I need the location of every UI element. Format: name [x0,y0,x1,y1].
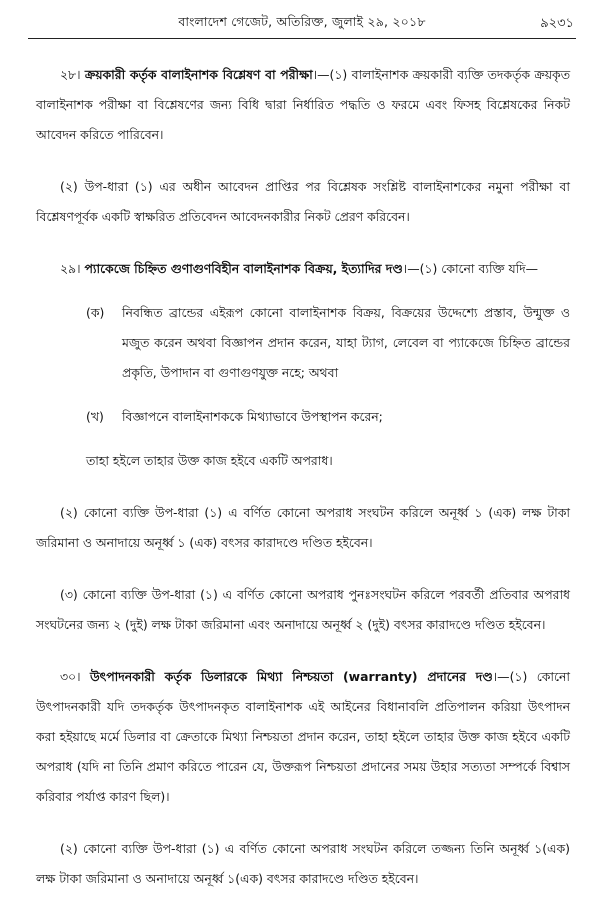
section-28-sub1-marker: ।—(১) [312,67,348,82]
section-29-sub1-marker: ।—(১) [402,261,438,276]
section-29-sub1-intro: কোনো ব্যক্তি যদি— [441,261,539,276]
item-ka-marker: (ক) [86,305,105,320]
section-29-number: ২৯। [60,261,81,276]
section-29-item-kha [86,402,570,432]
section-29-conclusion: তাহা হইলে তাহার উক্ত কাজ হইবে একটি অপরাধ। [86,453,333,468]
section-30-number: ৩০। [60,669,81,684]
section-29-subsection-2: (২) কোনো ব্যক্তি উপ-ধারা (১) এ বর্ণিত কোনো অপরাধ সংঘটন করিলে অনূর্ধ্ব ১ (এক) লক্ষ টাকা জরিমানা ও অনাদায়ে অনূর্ধ্ব ১ (এক) বৎসর কারাদণ্ডে দণ্ডিত হইবেন। [36,505,570,550]
section-29-heading: প্যাকেজে চিহ্নিত গুণাগুণবিহীন বালাইনাশক বিক্রয়, ইত্যাদির দণ্ড [84,261,403,276]
section-29-subsection-1 [36,254,570,284]
section-28-subsection-1 [36,60,570,150]
section-28-number: ২৮। [60,67,81,82]
section-30-subsection-1 [36,662,570,812]
item-kha-text: বিজ্ঞাপনে বালাইনাশককে মিথ্যাভাবে উপস্থাপন করেন; [122,409,383,424]
section-28-subsection-2: (২) উপ-ধারা (১) এর অধীন আবেদন প্রাপ্তির পর বিশ্লেষক সংশ্লিষ্ট বালাইনাশকের নমুনা পরীক্ষা বা বিশ্লেষণপূর্বক একটি স্বাক্ষরিত প্রতিবেদন আবেদনকারীর নিকট প্রেরণ করিবেন। [36,179,570,224]
page-number: ৯২৩১ [540,16,574,31]
item-kha-marker: (খ) [86,409,104,424]
item-ka-text: নিবন্ধিত ব্রান্ডের এইরূপ কোনো বালাইনাশক বিক্রয়, বিক্রয়ের উদ্দেশ্যে প্রস্তাব, উন্মুক্ত ও মজুত করেন অথবা বিজ্ঞাপন প্রদান করেন, যাহা ট্যাগ, লেবেল বা প্যাকেজে চিহ্নিত ব্রান্ডের প্রকৃতি, উপাদান বা গুণাগুণযুক্ত নহে; অথবা [122,305,570,380]
section-30-heading: উৎপাদনকারী কর্তৃক ডিলারকে মিথ্যা নিশ্চয়তা (warranty) প্রদানের দণ্ড [89,669,493,684]
section-30-sub1-text: কোনো উৎপাদনকারী যদি তদকর্তৃক উৎপাদনকৃত বালাইনাশক এই আইনের বিধানাবলি প্রতিপালন করিয়া উৎপাদন করা হইয়াছে মর্মে ডিলার বা ক্রেতাকে মিথ্যা নিশ্চয়তা প্রদান করেন, তাহা হইলে তাহার উক্ত কাজ হইবে একটি অপরাধ (যদি না তিনি প্রমাণ করিতে পারেন যে, উক্তরূপ নিশ্চয়তা প্রদানের সময় উহার সত্যতা সম্পর্কে বিশ্বাস করিবার পর্যাপ্ত কারণ ছিল)। [36,669,570,804]
section-29-subsection-3: (৩) কোনো ব্যক্তি উপ-ধারা (১) এ বর্ণিত কোনো অপরাধ পুনঃসংঘটন করিলে পরবর্তী প্রতিবার অপরাধ সংঘটনের জন্য ২ (দুই) লক্ষ টাকা জরিমানা এবং অনাদায়ে অনূর্ধ্ব ২ (দুই) বৎসর কারাদণ্ডে দণ্ডিত হইবেন। [36,587,570,632]
section-30-subsection-2: (২) কোনো ব্যক্তি উপ-ধারা (১) এ বর্ণিত কোনো অপরাধ সংঘটন করিলে তজ্জন্য তিনি অনূর্ধ্ব ১(এক) লক্ষ টাকা জরিমানা ও অনাদায়ে অনূর্ধ্ব ১(এক) বৎসর কারাদণ্ডে দণ্ডিত হইবেন। [36,841,570,886]
document-body [36,60,570,894]
section-30-sub1-marker: ।—(১) [492,669,528,684]
gazette-title: বাংলাদেশ গেজেট, অতিরিক্ত, জুলাই ২৯, ২০১৮ [178,14,426,29]
section-28-heading: ক্রয়কারী কর্তৃক বালাইনাশক বিশ্লেষণ বা পরীক্ষা [84,67,313,82]
page-header [28,12,576,39]
section-28-sub1-text: বালাইনাশক ক্রয়কারী ব্যক্তি তদকর্তৃক ক্রয়কৃত বালাইনাশক পরীক্ষা বা বিশ্লেষণের জন্য বিধি দ্বারা নির্ধারিত পদ্ধতি ও ফরমে এবং ফিসহ বিশ্লেষকের নিকট আবেদন করিতে পারিবেন। [36,67,570,142]
section-29-item-ka [86,298,570,388]
